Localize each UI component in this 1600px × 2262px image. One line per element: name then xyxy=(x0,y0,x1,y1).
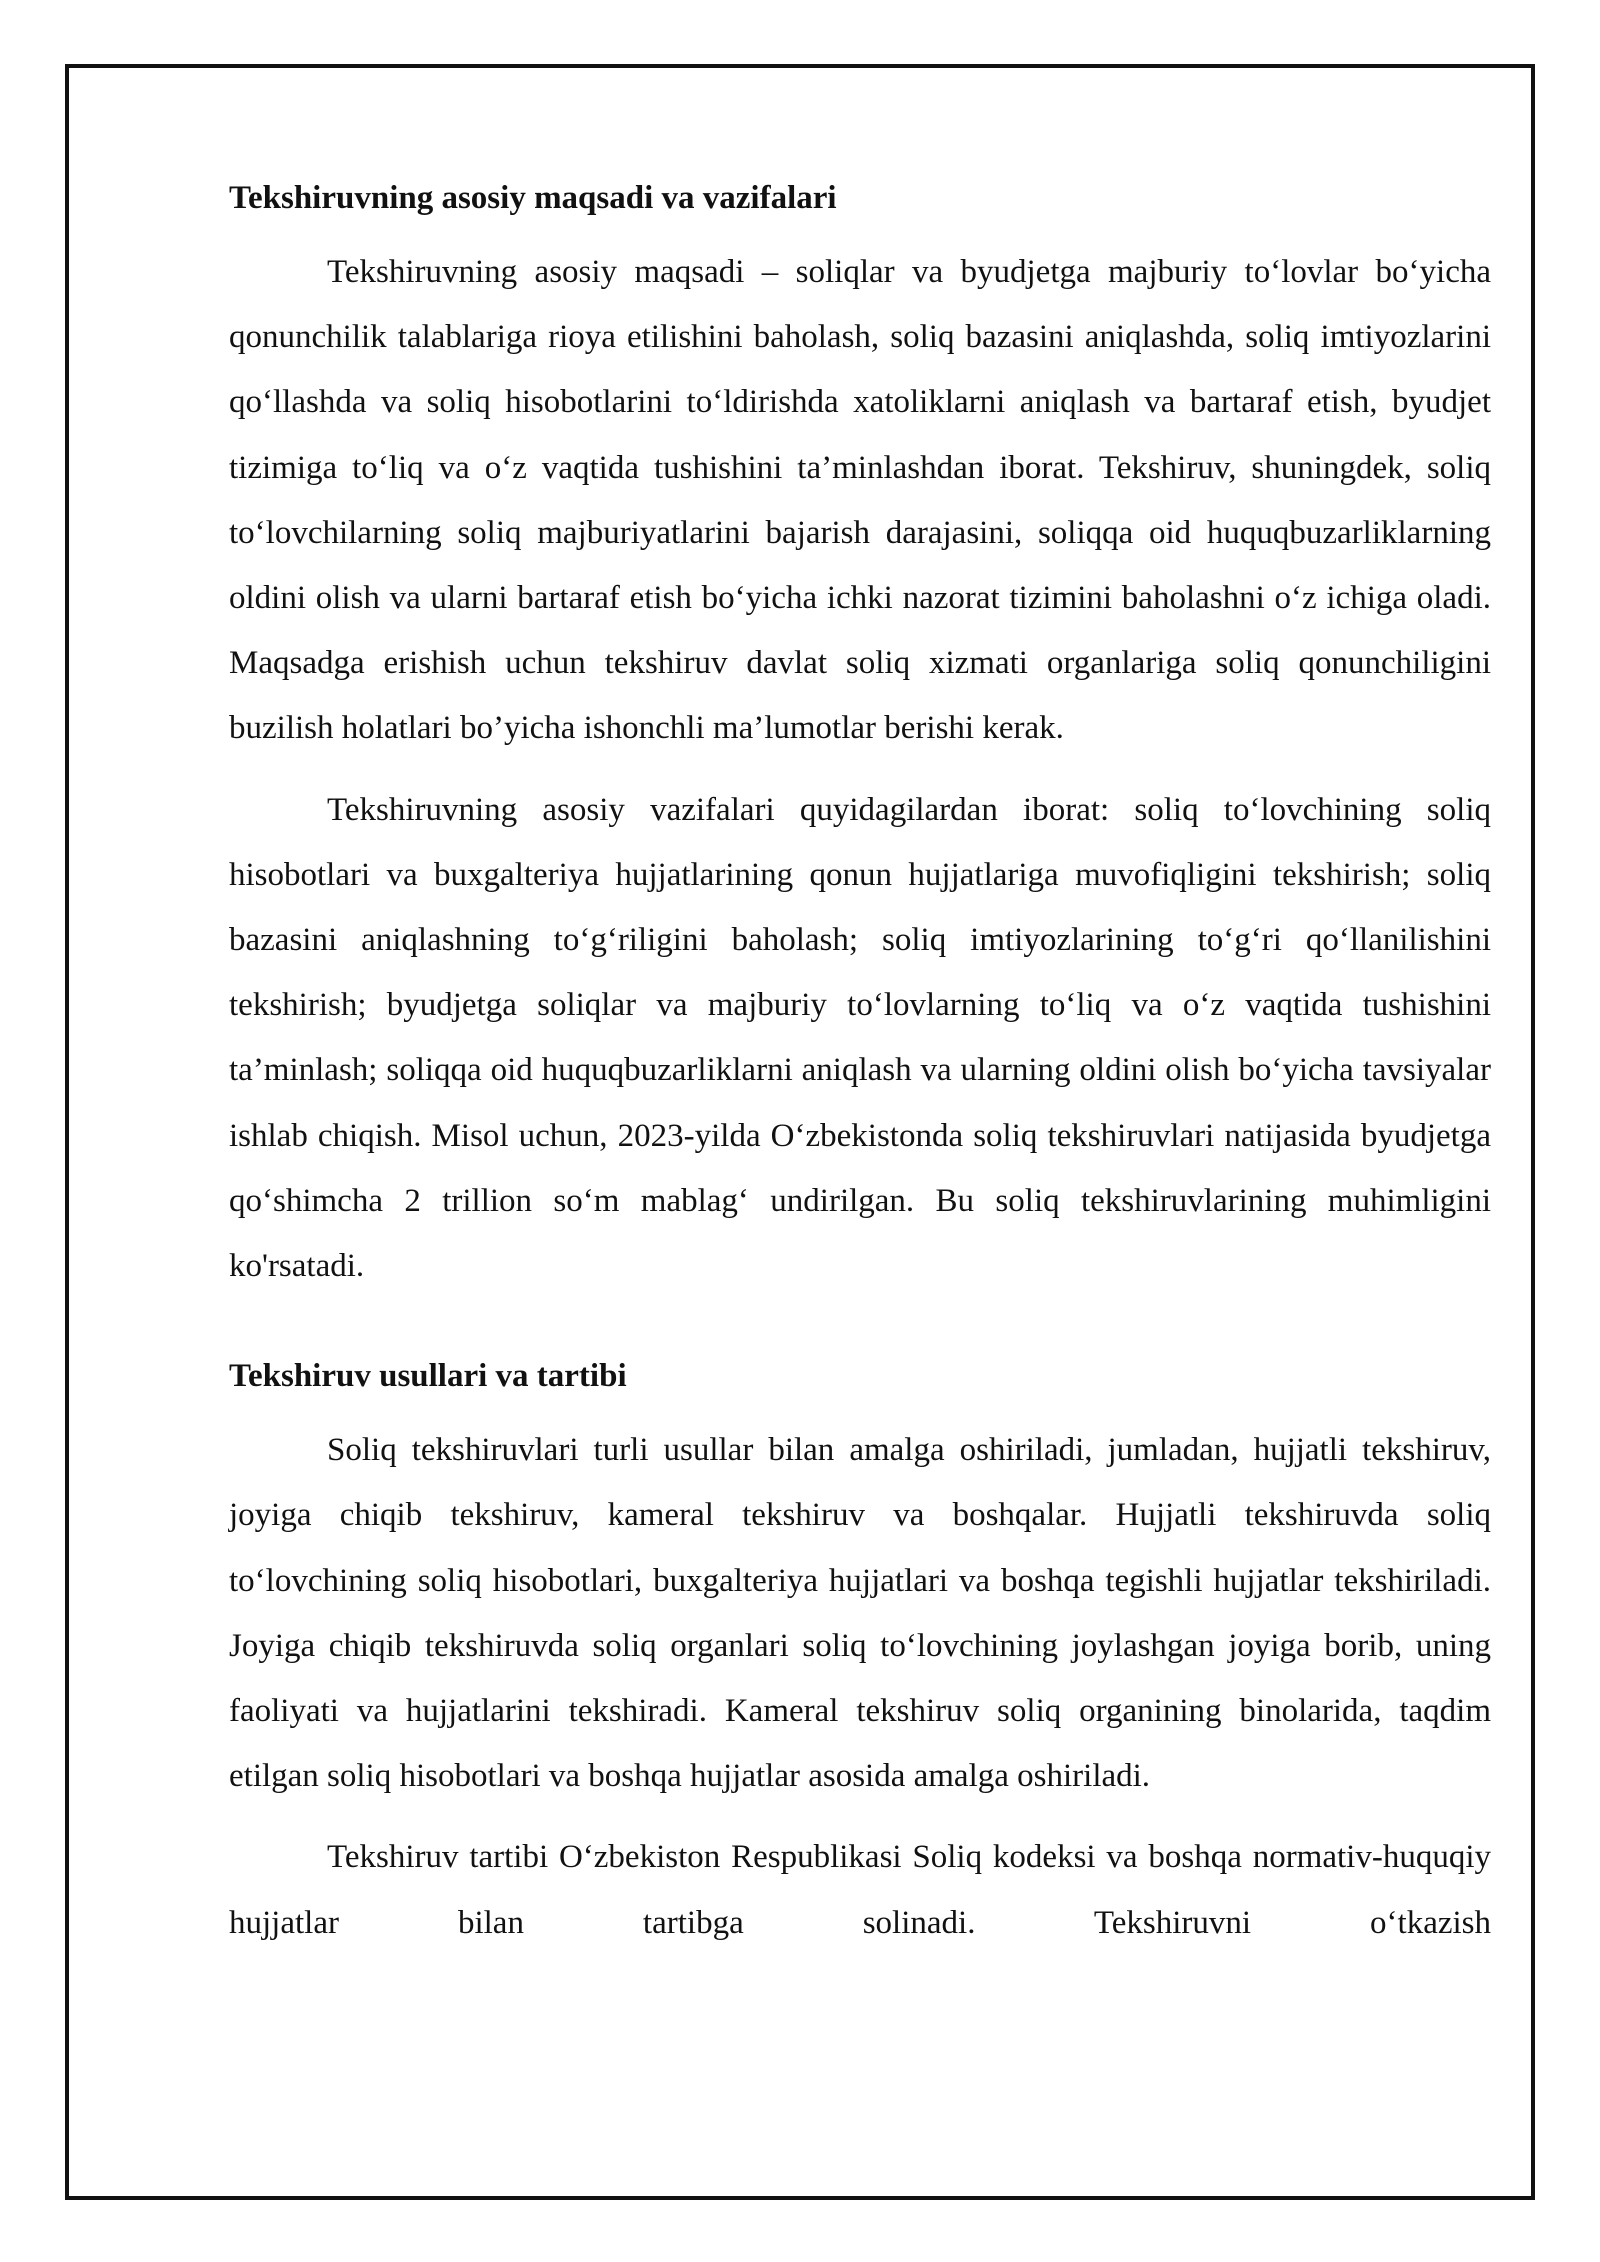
paragraph: Tekshiruvning asosiy vazifalari quyidagilardan iborat: soliq to‘lovchining soliq hisobotlari va buxgalteriya hujjatlarining qonun hujjatlariga muvofiqligini tekshirish; soliq bazasini aniqlashning to‘g‘riligini baholash; soliq imtiyozlarining to‘g‘ri qo‘llanilishini tekshirish; byudjetga soliqlar va majburiy to‘lovlarning to‘liq va o‘z vaqtida tushishini ta’minlash; soliqqa oid huquqbuzarliklarni aniqlash va ularning oldini olish bo‘yicha tavsiyalar ishlab chiqish. Misol uchun, 2023-yilda O‘zbekistonda soliq tekshiruvlari natijasida byudjetga qo‘shimcha 2 trillion so‘m mablag‘ undirilgan. Bu soliq tekshiruvlarining muhimligini ko'rsatadi. xyxy=(229,791,1491,1285)
document-body xyxy=(229,165,1491,1972)
section-heading: Tekshiruvning asosiy maqsadi va vazifalari xyxy=(229,180,837,216)
section-heading: Tekshiruv usullari va tartibi xyxy=(229,1358,627,1395)
paragraph: Tekshiruv tartibi O‘zbekiston Respublikasi Soliq kodeksi va boshqa normativ-huquqiy hujjatlar bilan tartibga solinadi. Tekshiruvni o‘tkazish xyxy=(229,1839,1491,1941)
paragraph: Tekshiruvning asosiy maqsadi – soliqlar va byudjetga majburiy to‘lovlar bo‘yicha qonunchilik talablariga rioya etilishini baholash, soliq bazasini aniqlashda, soliq imtiyozlarini qo‘llashda va soliq hisobotlarini to‘ldirishda xatoliklarni aniqlash va bartaraf etish, byudjet tizimiga to‘liq va o‘z vaqtida tushishini ta’minlashdan iborat. Tekshiruv, shuningdek, soliq to‘lovchilarning soliq majburiyatlarini bajarish darajasini, soliqqa oid huquqbuzarliklarning oldini olish va ularni bartaraf etish bo‘yicha ichki nazorat tizimini baholashni o‘z ichiga oladi. Maqsadga erishish uchun tekshiruv davlat soliq xizmati organlariga soliq qonunchiligini buzilish holatlari bo’yicha ishonchli ma’lumotlar berishi kerak. xyxy=(229,254,1491,747)
paragraph: Soliq tekshiruvlari turli usullar bilan amalga oshiriladi, jumladan, hujjatli tekshiruv, joyiga chiqib tekshiruv, kameral tekshiruv va boshqalar. Hujjatli tekshiruvda soliq to‘lovchining soliq hisobotlari, buxgalteriya hujjatlari va boshqa tegishli hujjatlar tekshiriladi. Joyiga chiqib tekshiruvda soliq organlari soliq to‘lovchining joylashgan joyiga borib, uning faoliyati va hujjatlarini tekshiradi. Kameral tekshiruv soliq organining binolarida, taqdim etilgan soliq hisobotlari va boshqa hujjatlar asosida amalga oshiriladi. xyxy=(229,1432,1491,1795)
